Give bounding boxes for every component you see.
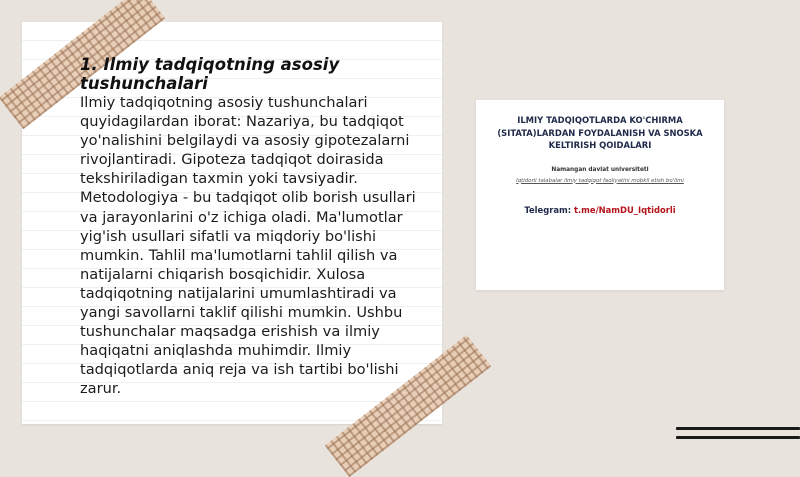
slide-department: Iqtidorli talabalar ilmiy tadqiqot faoliyatini mobkil etish bo'limi bbox=[516, 177, 684, 184]
note-body: Ilmiy tadqiqotning asosiy tushunchalari quyidagilardan iborat: Nazariya, bu tadqiqot yo'nalishini belgilaydi va asosiy gipotezalarni rivojlantiradi. Gipoteza tadqiqot doirasida tekshiriladigan taxmin yoki tavsiyadir. Metodologiya - bu tadqiqot olib borish usullari va jarayonlarini o'z ichiga oladi. Ma'lumotlar yig'ish usullari sifatli va miqdoriy bo'lishi mumkin. Tahlil ma'lumotlarni tahlil qilish va natijalarni chiqarish bosqichidir. Xulosa tadqiqotning natijalarini umumlashtiradi va yangi savollarni taklif qilishi mumkin. Ushbu tushunchalar maqsadga erishish va ilmiy haqiqatni aniqlashda muhimdir. Ilmiy tadqiqotlarda aniq reja va ish tartibi bo'lishi zarur. bbox=[80, 94, 416, 398]
decorative-line bbox=[676, 436, 800, 439]
decorative-line bbox=[676, 427, 800, 430]
note-title: 1. Ilmiy tadqiqotning asosiy tushunchalari bbox=[80, 55, 340, 93]
slide-thumbnail bbox=[476, 100, 724, 290]
slide-telegram bbox=[476, 205, 724, 215]
slide-title: ILMIY TADQIQOTLARDA KO'CHIRMA (SITATA)LARDAN FOYDALANISH VA SNOSKA KELTIRISH QOIDALARI bbox=[497, 115, 703, 150]
decorative-lines bbox=[676, 424, 800, 444]
telegram-link[interactable]: t.me/NamDU_Iqtidorli bbox=[574, 204, 676, 215]
telegram-label: Telegram: bbox=[524, 204, 572, 215]
slide-university: Namangan davlat universiteti bbox=[551, 166, 649, 173]
